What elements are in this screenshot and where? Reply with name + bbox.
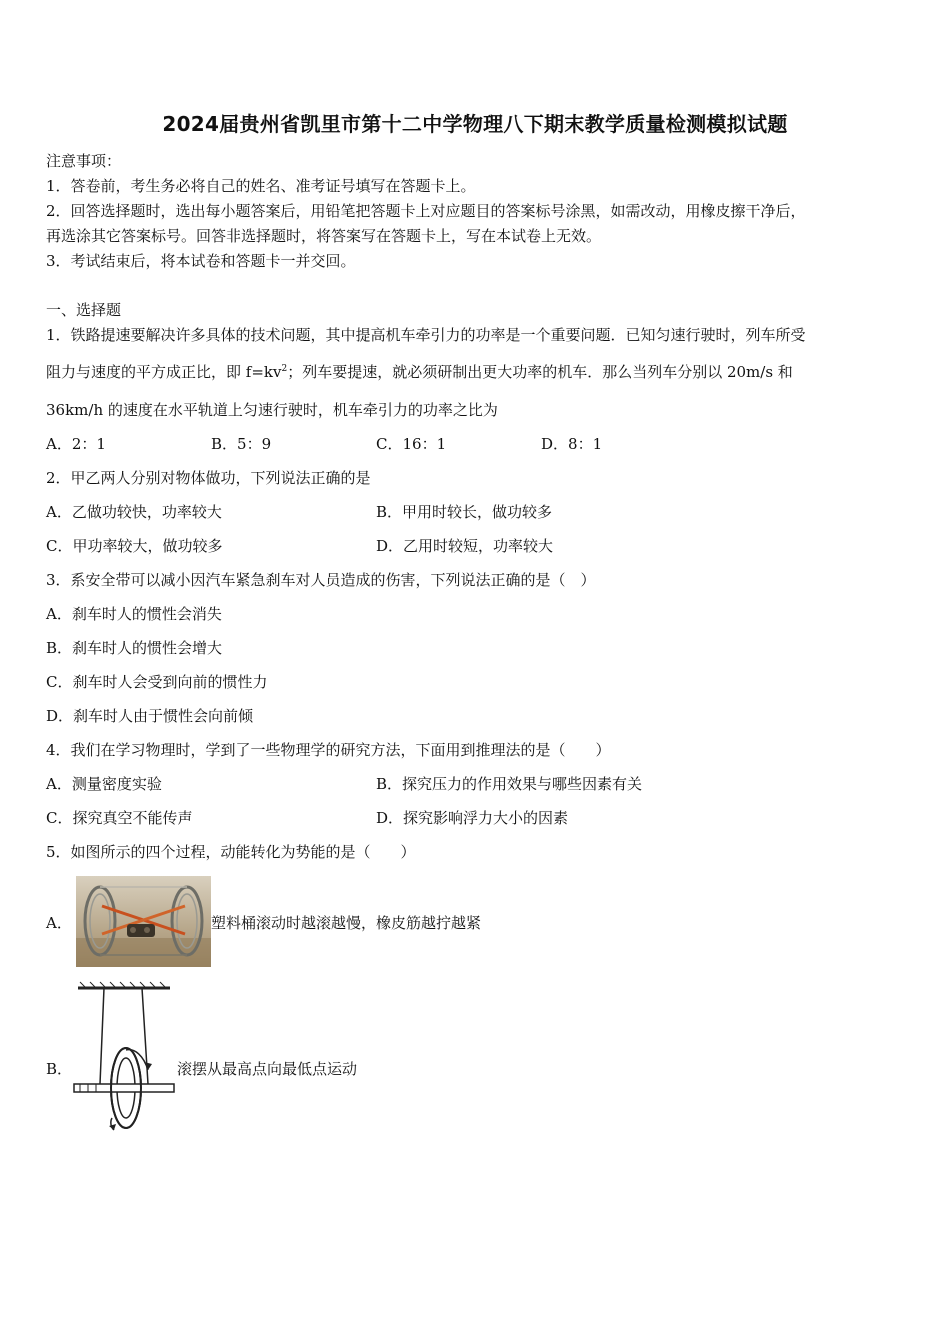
q4-option-b[interactable]: B．探究压力的作用效果与哪些因素有关: [376, 775, 643, 793]
notice-item: 再选涂其它答案标号。回答非选择题时，将答案写在答题卡上，写在本试卷上无效。: [46, 227, 602, 245]
notice-item: 1．答卷前，考生务必将自己的姓名、准考证号填写在答题卡上。: [46, 177, 476, 195]
q1-stem-line3: 36km/h 的速度在水平轨道上匀速行驶时，机车牵引力的功率之比为: [46, 401, 498, 419]
q3-option-d[interactable]: D．刹车时人由于惯性会向前倾: [46, 707, 254, 725]
notice-item: 3．考试结束后，将本试卷和答题卡一并交回。: [46, 252, 356, 270]
q3-option-b[interactable]: B．刹车时人的惯性会增大: [46, 639, 223, 657]
q3-stem: 3．系安全带可以减小因汽车紧急刹车对人员造成的伤害，下列说法正确的是（ ）: [46, 571, 596, 589]
q2-option-c[interactable]: C．甲功率较大，做功较多: [46, 537, 223, 555]
maxwell-pendulum-illustration: [70, 980, 176, 1136]
q1-stem-line2-b: ；列车要提速，就必须研制出更大功率的机车．那么当列车分别以 20m/s 和: [287, 363, 793, 381]
q2-stem: 2．甲乙两人分别对物体做功，下列说法正确的是: [46, 469, 371, 487]
q1-option-c[interactable]: C．16：1: [376, 435, 447, 453]
q4-option-d[interactable]: D．探究影响浮力大小的因素: [376, 809, 569, 827]
q1-option-b[interactable]: B．5：9: [211, 435, 272, 453]
q5-option-a-text[interactable]: 塑料桶滚动时越滚越慢，橡皮筋越拧越紧: [211, 914, 482, 932]
notice-item: 2．回答选择题时，选出每小题答案后，用铅笔把答题卡上对应题目的答案标号涂黑，如需改动，用橡皮擦干净后，: [46, 202, 806, 220]
q5-option-a-image: [76, 876, 211, 967]
q1-stem-line1: 1．铁路提速要解决许多具体的技术问题，其中提高机车牵引力的功率是一个重要问题．已知匀速行驶时，列车所受: [46, 326, 806, 344]
q5-option-b-image: [70, 980, 176, 1136]
q1-exponent: 2: [281, 364, 288, 374]
section-heading: 一、选择题: [46, 301, 122, 319]
q1-stem-line2-a: 阻力与速度的平方成正比，即 f=kv: [46, 363, 282, 381]
q1-stem-line2: [46, 362, 793, 382]
q2-option-d[interactable]: D．乙用时较短，功率较大: [376, 537, 554, 555]
q5-option-a-label[interactable]: A．: [46, 914, 72, 932]
q4-option-a[interactable]: A．测量密度实验: [46, 775, 162, 793]
q5-stem: 5．如图所示的四个过程，动能转化为势能的是（ ）: [46, 843, 416, 861]
q3-option-c[interactable]: C．刹车时人会受到向前的惯性力: [46, 673, 268, 691]
q4-option-c[interactable]: C．探究真空不能传声: [46, 809, 193, 827]
page-title: 2024届贵州省凯里市第十二中学物理八下期末教学质量检测模拟试题: [162, 112, 788, 136]
q5-option-b-text[interactable]: 滚摆从最高点向最低点运动: [177, 1060, 358, 1078]
notice-heading: 注意事项：: [46, 152, 122, 170]
q5-option-b-label[interactable]: B．: [46, 1060, 73, 1078]
q4-stem: 4．我们在学习物理时，学到了一些物理学的研究方法，下面用到推理法的是（ ）: [46, 741, 611, 759]
q3-option-a[interactable]: A．刹车时人的惯性会消失: [46, 605, 222, 623]
q1-option-a[interactable]: A．2：1: [46, 435, 106, 453]
rolling-bucket-illustration: [76, 876, 211, 967]
q2-option-a[interactable]: A．乙做功较快，功率较大: [46, 503, 222, 521]
q2-option-b[interactable]: B．甲用时较长，做功较多: [376, 503, 553, 521]
q1-option-d[interactable]: D．8：1: [541, 435, 603, 453]
